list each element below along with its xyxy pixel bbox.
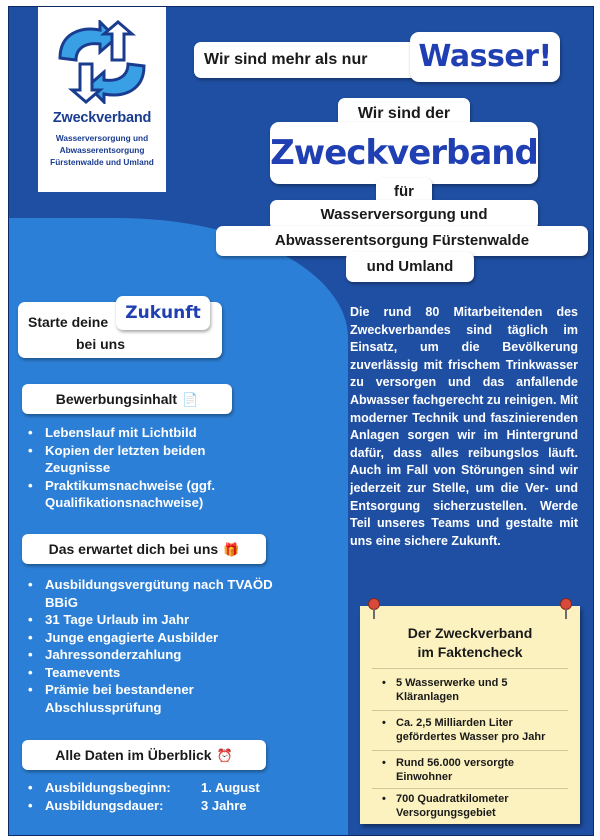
zukunft-highlight: Zukunft bbox=[116, 296, 210, 330]
daten-heading bbox=[22, 740, 266, 770]
poster bbox=[8, 6, 594, 836]
erwartet-heading bbox=[22, 534, 266, 564]
starte-line-2: bei uns bbox=[76, 336, 126, 352]
fakten-title bbox=[360, 624, 580, 662]
fakten-item bbox=[372, 676, 568, 704]
header-title: Zweckverband bbox=[270, 122, 538, 184]
list-item: • Junge engagierte Ausbilder bbox=[28, 629, 276, 647]
bullet: • bbox=[382, 757, 386, 769]
alarm-clock-icon: ⏰ bbox=[216, 748, 233, 763]
divider bbox=[372, 710, 568, 711]
list-item: • Prämie bei bestandener Abschlussprüfung bbox=[28, 681, 276, 716]
bullet: • bbox=[382, 793, 386, 805]
gift-icon: 🎁 bbox=[223, 542, 240, 557]
daten-heading-text: Alle Daten im Überblick bbox=[55, 747, 212, 763]
list-item: • Praktikumsnachweise (ggf. Qualifikationsnachweise) bbox=[28, 477, 256, 512]
header-line-4: Wasserversorgung und bbox=[270, 200, 538, 230]
logo-sub-line: Fürstenwalde und Umland bbox=[50, 157, 154, 167]
daten-value: 1. August bbox=[201, 780, 260, 795]
bullet: • bbox=[382, 717, 386, 729]
daten-label: Ausbildungsdauer: bbox=[45, 798, 164, 813]
header-line-1: Wir sind der bbox=[338, 98, 470, 130]
divider bbox=[372, 750, 568, 751]
list-item: • Kopien der letzten beiden Zeugnisse bbox=[28, 442, 256, 477]
pushpin-icon bbox=[560, 598, 572, 610]
list-item: • Ausbildungsvergütung nach TVAÖD BBiG bbox=[28, 576, 276, 611]
logo-card bbox=[38, 6, 166, 192]
logo-arrows-icon bbox=[50, 20, 154, 104]
divider bbox=[372, 788, 568, 789]
fakten-title-line: im Faktencheck bbox=[417, 644, 523, 660]
fakten-title-line: Der Zweckverband bbox=[407, 625, 533, 641]
bewerbung-list bbox=[28, 424, 256, 512]
logo-sub-line: Abwasserentsorgung bbox=[59, 145, 145, 155]
fakten-item bbox=[372, 756, 568, 784]
document-icon: 📄 bbox=[182, 392, 199, 407]
logo-name: Zweckverband bbox=[52, 110, 152, 126]
pushpin-icon bbox=[368, 598, 380, 610]
bewerbung-heading bbox=[22, 384, 232, 414]
fakten-note bbox=[360, 606, 580, 824]
list-item: • 31 Tage Urlaub im Jahr bbox=[28, 611, 276, 629]
fakten-item-text: Rund 56.000 versorgte Einwohner bbox=[396, 757, 514, 783]
fakten-item-text: Ca. 2,5 Milliarden Liter gefördertes Wasser pro Jahr bbox=[396, 717, 546, 743]
list-item: • Lebenslauf mit Lichtbild bbox=[28, 424, 256, 442]
tagline-highlight: Wasser! bbox=[410, 32, 560, 82]
fakten-item bbox=[372, 716, 568, 744]
bullet: • bbox=[382, 677, 386, 689]
tagline: Wir sind mehr als nur bbox=[194, 42, 424, 78]
bullet: • bbox=[28, 798, 33, 813]
header-line-3: für bbox=[376, 178, 432, 206]
description-text: Die rund 80 Mitarbeitenden des Zweckverbandes sind täglich im Einsatz, um die Bevölkerung zuverlässig mit frischem Trinkwasser zu versorgen und das anfallende Abwasser fachgerecht zu reinigen. Mit moderner Technik und faszinierenden Anlagen sorgen wir im Hintergrund dafür, dass alles reibungslos läuft. Auch im Fall von Störungen sind wir jederzeit zur Stelle, um die Ver- und Entsorgung sicherzustellen. Werde Teil unseres Teams und gestalte mit uns eine sichere Zukunft. bbox=[350, 305, 578, 548]
header-line-5: Abwasserentsorgung Fürstenwalde bbox=[216, 226, 588, 256]
bullet: • bbox=[28, 780, 33, 795]
list-item: • Teamevents bbox=[28, 664, 276, 682]
fakten-item-text: 700 Quadratkilometer Versorgungsgebiet bbox=[396, 793, 509, 819]
logo-subtitle bbox=[38, 132, 166, 168]
daten-label: Ausbildungsbeginn: bbox=[45, 780, 171, 795]
header-line-6: und Umland bbox=[346, 252, 474, 282]
erwartet-list bbox=[28, 576, 276, 716]
logo-sub-line: Wasserversorgung und bbox=[55, 133, 149, 143]
starte-line-1: Starte deine bbox=[28, 314, 109, 330]
erwartet-heading-text: Das erwartet dich bei uns bbox=[48, 541, 219, 557]
bewerbung-heading-text: Bewerbungsinhalt bbox=[55, 391, 178, 407]
fakten-item-text: 5 Wasserwerke und 5 Kläranlagen bbox=[396, 677, 508, 703]
daten-value: 3 Jahre bbox=[201, 798, 247, 813]
fakten-item bbox=[372, 792, 568, 820]
list-item: • Jahressonderzahlung bbox=[28, 646, 276, 664]
divider bbox=[372, 668, 568, 669]
